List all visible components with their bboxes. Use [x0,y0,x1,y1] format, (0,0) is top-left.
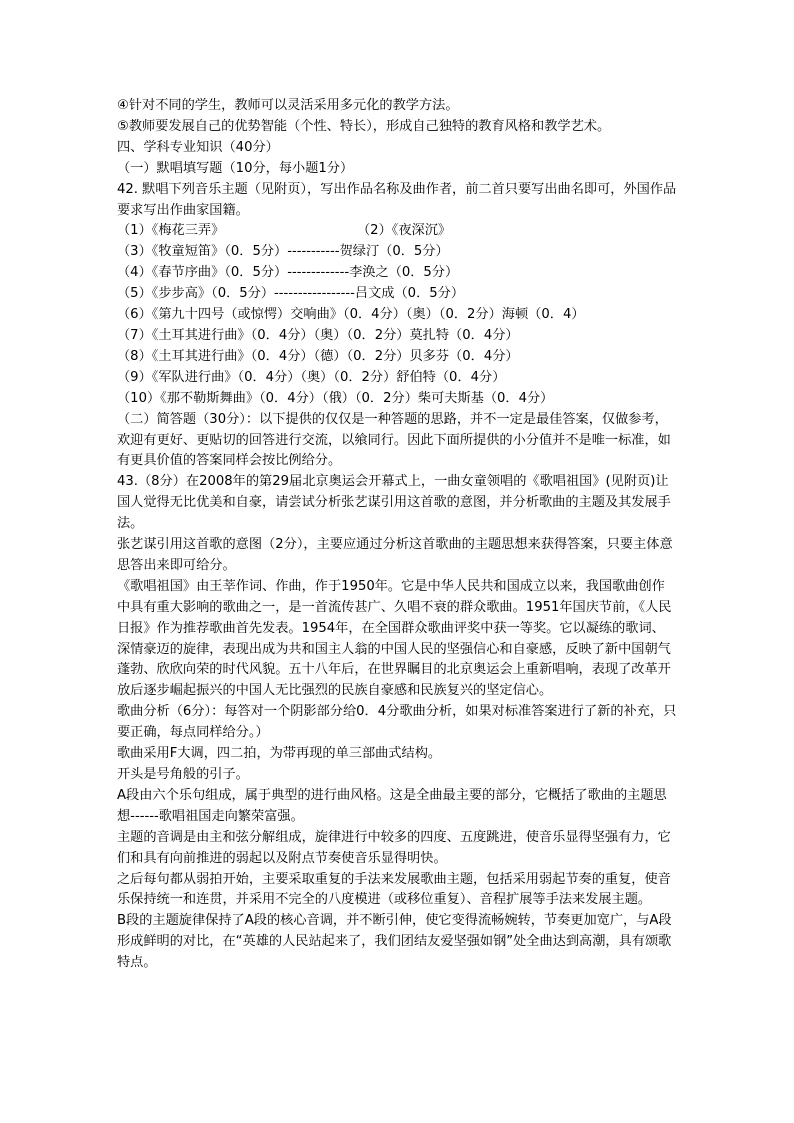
item-4: ④针对不同的学生，教师可以灵活采用多元化的教学方法。 [117,98,459,113]
paragraph-intro: 开头是号角般的引子。 [117,767,249,782]
paragraph-motif: 主题的音调是由主和弦分解组成，旋律进行中较多的四度、五度跳进，使音乐显得坚强有力，它们和具有向前推进的弱起以及附点节奏使音乐显得明快。 [117,829,671,866]
answer-7: （7）《土耳其进行曲》（0．4分）（奥）（0．2分）莫扎特（0．4分） [117,327,519,343]
part-1-title: （一）默唱填写题（10分，每小题1分） [117,160,354,176]
paragraph-b-section: B段的主题旋律保持了A段的核心音调，并不断引伸，使它变得流畅婉转，节奏更加宽广，与A段形成鲜明的对比，在“英雄的人民站起来了，我们团结友爱坚强如钢”处全曲达到高潮，具有颂歌特点。 [117,913,672,971]
item-5: ⑤教师要发展自己的优势智能（个性、特长），形成自己独特的教育风格和教学艺术。 [117,118,611,134]
answer-9: （9）《军队进行曲》（0．4分）（奥）（0．2分）舒伯特（0．4分） [117,369,506,385]
paragraph-a-section: A段由六个乐句组成，属于典型的进行曲风格。这是全曲最主要的部分，它概括了歌曲的主题思想------歌唱祖国走向繁荣富强。 [117,787,667,824]
paragraph-intent: 张艺谋引用这首歌的意图（2分），主要应通过分析这首歌曲的主题思想来获得答案，只要主体意思答出来即可给分。 [117,537,673,573]
answer-row-1-2 [117,221,677,242]
document-page [117,96,677,974]
paragraph-song-background: 《歌唱祖国》由王莘作词、作曲，作于1950年。它是中华人民共和国成立以来，我国歌曲创作中具有重大影响的歌曲之一，是一首流传甚广、久唱不衰的群众歌曲。1951年国庆节前，《人民日报》作为推荐歌曲首先发表。1954年，在全国群众歌曲评奖中获一等奖。它以凝练的歌词、深情豪迈的旋律，表现出成为共和国主人翁的中国人民的坚强信心和自豪感，反映了新中国朝气蓬勃、欣欣向荣的时代风貌。五十八年后，在世界瞩目的北京奥运会上重新唱响，表现了改革开放后逐步崛起振兴的中国人无比强烈的民族自豪感和民族复兴的坚定信心。 [117,578,672,699]
answer-1: （1）《梅花三弄》 [117,223,225,239]
answer-3: （3）《牧童短笛》（0．5分）-----------贺绿汀（0．5分） [117,244,449,260]
answer-5: （5）《步步高》（0．5分）-----------------吕文成（0．5分） [117,286,465,302]
answer-2: （2）《夜深沉》 [357,223,452,239]
part-2-intro: （二）简答题（30分）：以下提供的仅仅是一种答题的思路，并不一定是最佳答案，仅做参考，欢迎有更好、更贴切的回答进行交流，以飨同行。因此下面所提供的小分值并不是唯一标准，如有更具价值的答案同样会按比例给分。 [117,411,671,469]
question-42: 42. 默唱下列音乐主题（见附页），写出作品名称及曲作者，前二首只要写出曲名即可，外国作品要求写出作曲家国籍。 [117,181,677,218]
answer-10: （10）《那不勒斯舞曲》（0．4分）（俄）（0．2分）柴可夫斯基（0．4分） [117,390,554,406]
answer-4: （4）《春节序曲》（0．5分）-------------李涣之（0．5分） [117,265,459,281]
paragraph-analysis-scoring: 歌曲分析（6分）：每答对一个阴影部分给0．4分歌曲分析，如果对标准答案进行了新的补充，只要正确，每点同样给分。） [117,704,677,741]
answer-6: （6）《第九十四号（或惊愕）交响曲》（0．4分）（奥）（0．2分）海顿（0．4） [117,307,585,323]
question-43: 43.（8分）在2008年的第29届北京奥运会开幕式上，一曲女童领唱的《歌唱祖国》(见附页)让国人觉得无比优美和自豪，请尝试分析张艺谋引用这首歌的意图，并分析歌曲的主题及其发展手法。 [117,474,671,532]
paragraph-development: 之后每句都从弱拍开始，主要采取重复的手法来发展歌曲主题，包括采用弱起节奏的重复，使音乐保持统一和连贯，并采用不完全的八度模进（或移位重复）、音程扩展等手法来发展主题。 [117,871,671,908]
section-4-title: 四、学科专业知识（40分） [117,139,279,155]
answer-8: （8）《土耳其进行曲》（0．4分）（德）（0．2分）贝多芬（0．4分） [117,348,519,364]
paragraph-key-form: 歌曲采用F大调，四二拍，为带再现的单三部曲式结构。 [117,746,442,762]
